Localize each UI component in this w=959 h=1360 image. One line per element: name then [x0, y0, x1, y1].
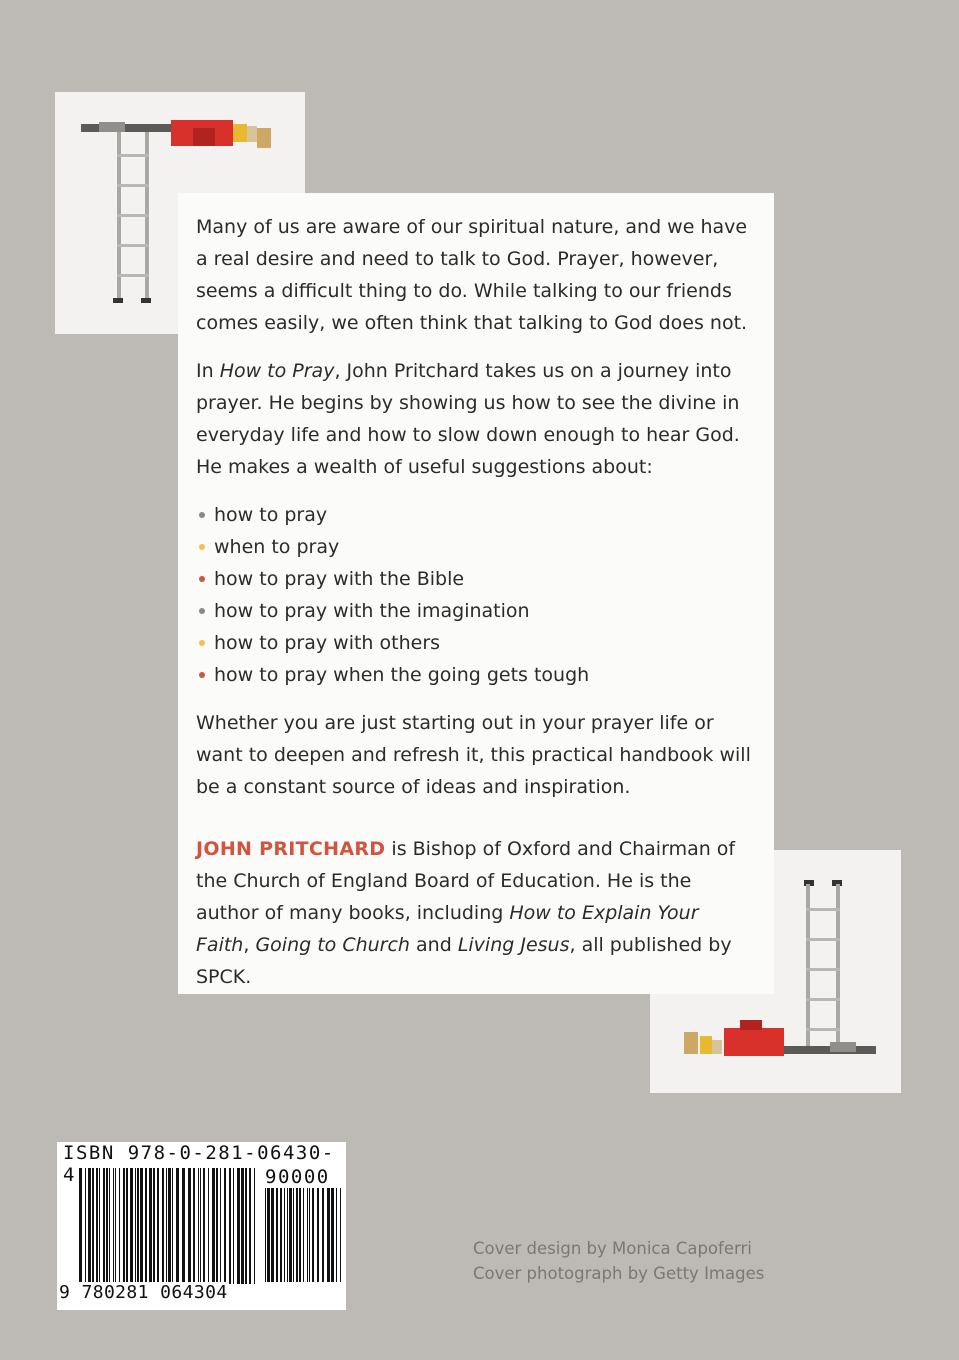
barcode-bar	[153, 1168, 155, 1284]
barcode-bar	[331, 1188, 334, 1282]
barcode-bar	[309, 1188, 310, 1282]
barcode-bar	[203, 1168, 205, 1284]
barcode-bar	[157, 1168, 159, 1284]
list-item	[196, 499, 756, 531]
barcode-bar	[172, 1168, 173, 1284]
barcode-bar	[312, 1188, 314, 1282]
barcode-bar	[96, 1168, 98, 1284]
list-item-text: how to pray when the going gets tough	[214, 664, 590, 686]
cover-credits	[473, 1236, 764, 1286]
barcode-bar	[233, 1168, 234, 1284]
barcode-bar	[212, 1168, 215, 1284]
barcode-bar	[137, 1168, 139, 1284]
barcode-bar	[166, 1168, 167, 1284]
book-title-1: How to Explain Your Faith	[196, 902, 699, 956]
barcode-bar	[267, 1188, 270, 1282]
bullet-dot	[199, 512, 205, 518]
barcode-bar	[79, 1168, 82, 1284]
author-bio-sep-2: and	[409, 934, 458, 956]
author-bio-text-2: , all published by SPCK.	[196, 934, 732, 988]
barcode-bar	[237, 1168, 240, 1284]
barcode-bar	[216, 1168, 218, 1284]
barcode-bar	[289, 1188, 292, 1282]
barcode-bar	[287, 1188, 288, 1282]
author-bio-sep-1: ,	[243, 934, 256, 956]
book-title-3: Living Jesus	[457, 934, 570, 956]
blurb-paragraph-3: Whether you are just starting out in your prayer life or want to deepen and refresh it, this practical handbook will be a constant source of ideas and inspiration.	[196, 712, 751, 798]
barcode-bar	[115, 1168, 116, 1284]
barcode-bar	[85, 1168, 86, 1284]
barcode-bar	[149, 1168, 152, 1284]
barcode-bar	[140, 1168, 143, 1284]
barcode-bar	[113, 1168, 114, 1284]
isbn-number: ISBN 978-0-281-06430-4	[63, 1142, 335, 1186]
barcode-bar	[296, 1188, 298, 1282]
list-item	[196, 563, 756, 595]
list-item	[196, 595, 756, 627]
barcode-bar	[182, 1168, 185, 1284]
barcode-bar	[106, 1168, 108, 1284]
barcode-bar	[176, 1168, 179, 1284]
list-item-text: when to pray	[214, 536, 340, 558]
bullet-dot	[199, 576, 205, 582]
price-code: 90000	[265, 1166, 330, 1188]
barcode-bar	[208, 1168, 209, 1284]
barcode-bar	[92, 1168, 94, 1284]
barcode-bar	[284, 1188, 285, 1282]
barcode-bar	[88, 1168, 91, 1284]
barcode-bar	[245, 1168, 247, 1284]
barcode-bars	[79, 1168, 259, 1284]
barcode-bar	[271, 1188, 274, 1282]
blurb-p2-rest: , John Pritchard takes us on a journey into prayer. He begins by showing us how to see the divine in everyday life and how to slow down enough to hear God. He makes a wealth of useful suggestions about:	[196, 360, 740, 478]
cover-photo-credit: Cover photograph by Getty Images	[473, 1264, 765, 1283]
barcode-bar	[307, 1188, 308, 1282]
barcode-bar	[119, 1168, 120, 1284]
barcode-bar	[126, 1168, 128, 1284]
isbn-barcode	[57, 1142, 346, 1310]
barcode-bar	[340, 1188, 341, 1282]
list-item-text: how to pray with others	[214, 632, 441, 654]
cover-design-credit: Cover design by Monica Capoferri	[473, 1239, 752, 1258]
list-item	[196, 659, 756, 691]
barcode-bar	[280, 1188, 282, 1282]
barcode-bar	[254, 1168, 255, 1284]
barcode-bar	[168, 1168, 171, 1284]
barcode-bar	[130, 1168, 133, 1284]
blurb-p2-prefix: In	[196, 360, 220, 382]
barcode-bar	[303, 1188, 304, 1282]
barcode-bar	[109, 1168, 110, 1284]
barcode-bar	[145, 1168, 147, 1284]
bullet-dot	[199, 544, 205, 550]
blurb-panel	[178, 193, 774, 994]
barcode-bar	[229, 1168, 231, 1284]
barcode-bar	[265, 1188, 266, 1282]
barcode-bar	[103, 1168, 105, 1284]
barcode-bar	[220, 1168, 221, 1284]
barcode-bar	[299, 1188, 301, 1282]
barcode-bar	[188, 1168, 191, 1284]
barcode-bar	[276, 1188, 278, 1282]
barcode-bar	[123, 1168, 125, 1284]
barcode-bar	[249, 1168, 251, 1284]
blurb-paragraph-1: Many of us are aware of our spiritual nature, and we have a real desire and need to talk to God. Prayer, however, seems a difficult thing to do. While talking to our friends comes easily, we often think that talking to God does not.	[196, 216, 748, 334]
list-item	[196, 531, 756, 563]
barcode-bar	[241, 1168, 244, 1284]
barcode-bar	[317, 1188, 319, 1282]
barcode-bar	[162, 1168, 164, 1284]
blurb-paragraph-2	[196, 355, 756, 483]
list-item-text: how to pray	[214, 504, 328, 526]
list-item-text: how to pray with the imagination	[214, 600, 530, 622]
barcode-bar	[99, 1168, 100, 1284]
barcode-bar	[135, 1168, 136, 1284]
barcode-bar	[224, 1168, 226, 1284]
bullet-dot	[199, 640, 205, 646]
bullet-dot	[199, 672, 205, 678]
book-title-how-to-pray: How to Pray	[219, 360, 335, 382]
author-bio-text-1: is Bishop of Oxford and Chairman of the Church of England Board of Education. He is the author of many books, including	[196, 838, 736, 924]
barcode-bar	[200, 1168, 201, 1284]
author-name: JOHN PRITCHARD	[196, 838, 386, 860]
list-item-text: how to pray with the Bible	[214, 568, 465, 590]
barcode-bar	[293, 1188, 294, 1282]
barcode-digits: 9 780281 064304	[59, 1282, 228, 1303]
barcode-bar	[193, 1168, 195, 1284]
barcode-addon-bars	[265, 1188, 343, 1282]
author-bio	[196, 833, 756, 993]
bullet-dot	[199, 608, 205, 614]
barcode-bar	[327, 1188, 330, 1282]
barcode-bar	[322, 1188, 324, 1282]
barcode-bar	[336, 1188, 337, 1282]
list-item	[196, 627, 756, 659]
book-title-2: Going to Church	[255, 934, 410, 956]
suggestions-list	[196, 499, 756, 691]
barcode-bar	[198, 1168, 199, 1284]
